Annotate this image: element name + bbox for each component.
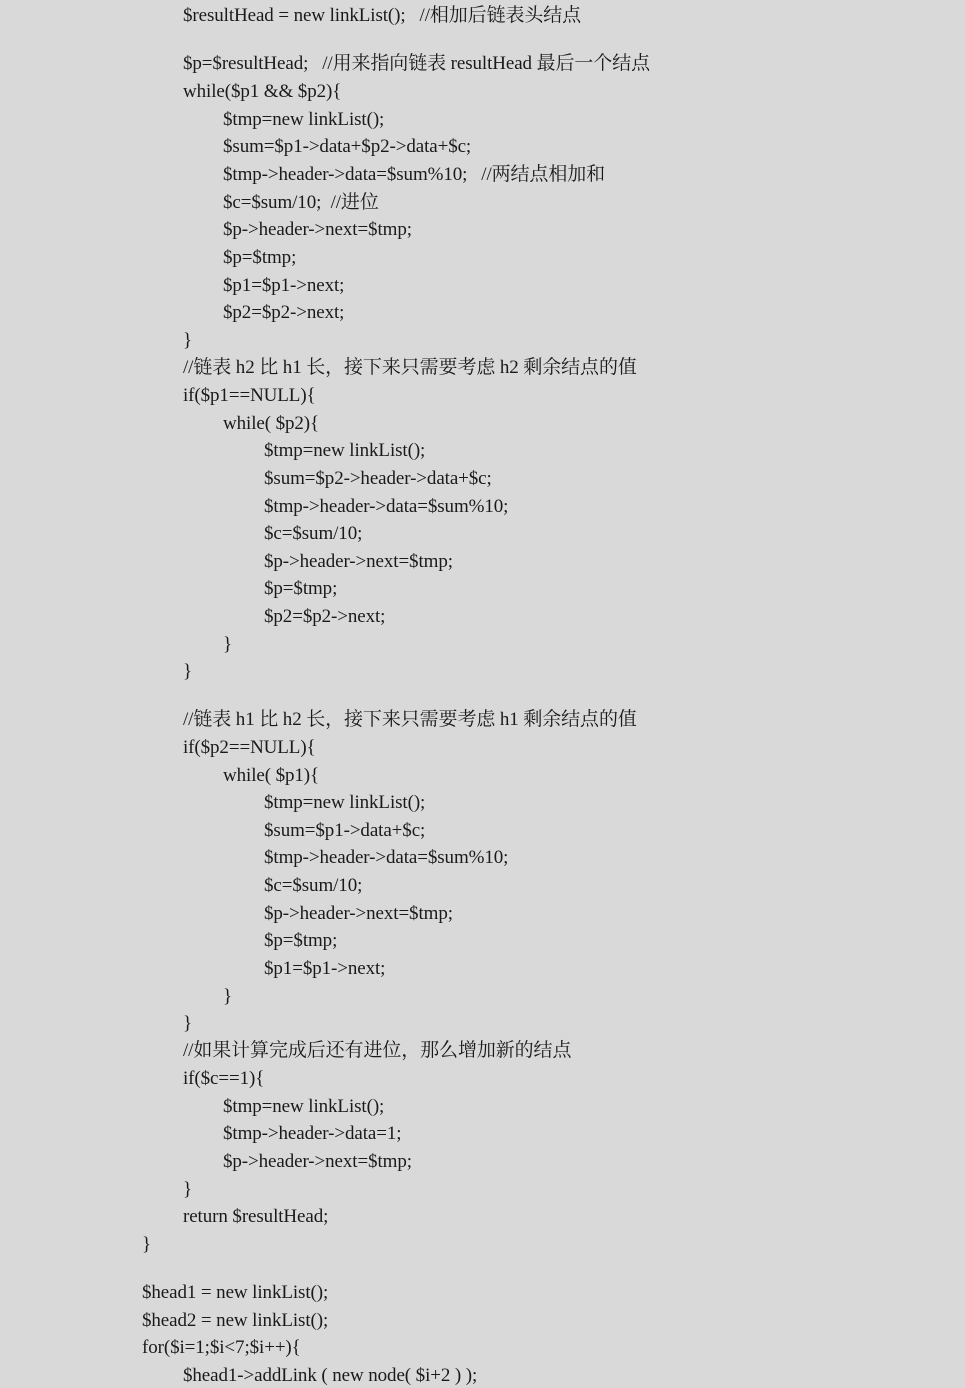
code-line: $head1 = new linkList(); [142,1282,329,1303]
code-line: $c=$sum/10; [264,523,363,544]
code-line: while($p1 && $p2){ [183,81,342,102]
code-line: $resultHead = new linkList(); //相加后链表头结点 [183,5,582,26]
code-line: $tmp=new linkList(); [223,109,385,130]
code-comment: //如果计算完成后还有进位，那么增加新的结点 [183,1040,572,1061]
code-line: $p1=$p1->next; [264,958,386,979]
code-line: } [183,661,193,682]
code-line: $head2 = new linkList(); [142,1310,329,1331]
code-line: $p=$resultHead; //用来指向链表 resultHead 最后一个结点 [183,53,651,74]
code-line: $sum=$p2->header->data+$c; [264,468,492,489]
code-line: $tmp->header->data=$sum%10; [264,847,509,868]
code-line: $tmp->header->data=1; [223,1123,402,1144]
code-line: return $resultHead; [183,1206,329,1227]
code-line: $sum=$p1->data+$c; [264,820,426,841]
code-line: $tmp=new linkList(); [223,1096,385,1117]
code-line: if($p2==NULL){ [183,737,316,758]
code-line: } [183,1179,193,1200]
code-line: $p1=$p1->next; [223,275,345,296]
code-line: while( $p2){ [223,413,320,434]
code-line: $p=$tmp; [264,578,338,599]
code-line: $tmp->header->data=$sum%10; //两结点相加和 [223,164,606,185]
code-line: $p->header->next=$tmp; [223,219,412,240]
code-line: $p2=$p2->next; [223,302,345,323]
code-line: $p=$tmp; [223,247,297,268]
code-line: } [223,634,233,655]
code-line: $p2=$p2->next; [264,606,386,627]
code-line: $tmp=new linkList(); [264,792,426,813]
code-line: } [223,986,233,1007]
code-line: if($p1==NULL){ [183,385,316,406]
code-line: $p->header->next=$tmp; [223,1151,412,1172]
code-line: while( $p1){ [223,765,320,786]
code-line: $p=$tmp; [264,930,338,951]
code-line: if($c==1){ [183,1068,265,1089]
code-comment: //链表 h2 比 h1 长，接下来只需要考虑 h2 剩余结点的值 [183,357,637,378]
code-line: $c=$sum/10; //进位 [223,192,379,213]
code-line: $sum=$p1->data+$p2->data+$c; [223,136,472,157]
code-comment: //链表 h1 比 h2 长，接下来只需要考虑 h1 剩余结点的值 [183,709,637,730]
code-line: $p->header->next=$tmp; [264,903,453,924]
code-line: $tmp=new linkList(); [264,440,426,461]
code-line: } [183,1013,193,1034]
code-line: for($i=1;$i<7;$i++){ [142,1337,301,1358]
code-line: $tmp->header->data=$sum%10; [264,496,509,517]
code-line: } [142,1234,152,1255]
code-line: $c=$sum/10; [264,875,363,896]
code-line: } [183,330,193,351]
code-line: $head1->addLink ( new node( $i+2 ) ); [183,1365,478,1386]
code-line: $p->header->next=$tmp; [264,551,453,572]
